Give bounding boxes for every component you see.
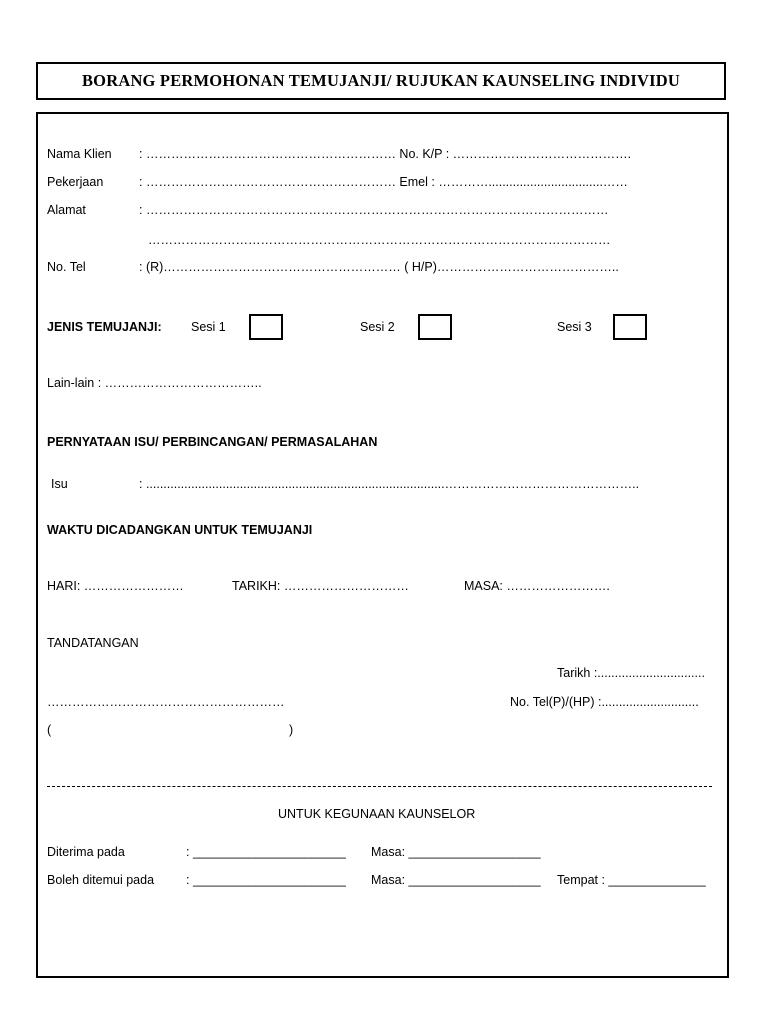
hari-field[interactable]: HARI: ……………………: [47, 579, 184, 593]
section-divider: [47, 786, 712, 787]
alamat-field-line-2[interactable]: …………………………………………………………………………………………………: [148, 233, 611, 247]
name-paren-close: ): [289, 723, 294, 737]
sesi-2-label: Sesi 2: [360, 320, 395, 334]
boleh-ditemui-label: Boleh ditemui pada: [47, 873, 155, 887]
boleh-ditemui-field[interactable]: : ______________________: [186, 873, 346, 887]
masa-field[interactable]: MASA: …………………….: [464, 579, 610, 593]
name-paren-open: (: [47, 723, 52, 737]
waktu-section-heading: WAKTU DICADANGKAN UNTUK TEMUJANJI: [47, 523, 313, 537]
masa-ditemui-field[interactable]: Masa: ___________________: [371, 873, 541, 887]
masa-diterima-field[interactable]: Masa: ___________________: [371, 845, 541, 859]
sesi-2-checkbox[interactable]: [418, 314, 452, 340]
tarikh-field[interactable]: TARIKH: …………………………: [232, 579, 409, 593]
tandatangan-label: TANDATANGAN: [47, 636, 139, 650]
title-box: [36, 62, 726, 100]
signature-line[interactable]: …………………………………………………: [47, 695, 285, 709]
nama-klien-label: Nama Klien: [47, 147, 112, 161]
pekerjaan-field[interactable]: : …………………………………………………… Emel : ………….................................……: [139, 175, 628, 189]
nama-klien-field[interactable]: : …………………………………………………… No. K/P : …………………………………….: [139, 147, 632, 161]
sesi-3-label: Sesi 3: [557, 320, 592, 334]
tempat-field[interactable]: Tempat : ______________: [557, 873, 706, 887]
isu-label: Isu: [51, 477, 68, 491]
alamat-field-line-1[interactable]: : …………………………………………………………………………………………………: [139, 203, 609, 217]
notel-label: No. Tel: [47, 260, 86, 274]
isu-section-heading: PERNYATAAN ISU/ PERBINCANGAN/ PERMASALAHAN: [47, 435, 378, 449]
diterima-label: Diterima pada: [47, 845, 125, 859]
diterima-field[interactable]: : ______________________: [186, 845, 346, 859]
alamat-label: Alamat: [47, 203, 86, 217]
isu-field[interactable]: : ......................................................................................………………………………………..: [139, 477, 640, 491]
tandatangan-notel-field[interactable]: No. Tel(P)/(HP) :............................: [510, 695, 699, 709]
form-title: BORANG PERMOHONAN TEMUJANJI/ RUJUKAN KAUNSELING INDIVIDU: [81, 71, 681, 90]
lain-lain-field[interactable]: Lain-lain : ………………………………..: [47, 376, 262, 390]
tandatangan-tarikh-field[interactable]: Tarikh :...............................: [557, 666, 705, 680]
kaunselor-section-heading: UNTUK KEGUNAAN KAUNSELOR: [278, 807, 476, 821]
sesi-1-label: Sesi 1: [191, 320, 226, 334]
sesi-3-checkbox[interactable]: [613, 314, 647, 340]
notel-field[interactable]: : (R)………………………………………………… ( H/P)……………………………………..: [139, 260, 619, 274]
pekerjaan-label: Pekerjaan: [47, 175, 104, 189]
sesi-1-checkbox[interactable]: [249, 314, 283, 340]
jenis-temujanji-label: JENIS TEMUJANJI:: [47, 320, 162, 334]
